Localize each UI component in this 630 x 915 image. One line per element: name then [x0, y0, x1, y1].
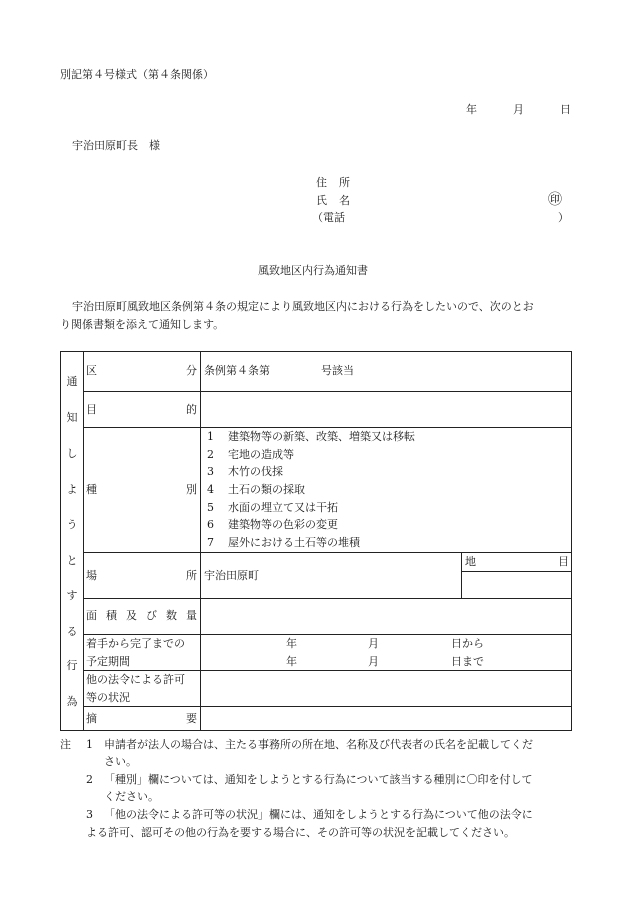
date-month-label: 月: [513, 103, 524, 116]
period-end-day: 日まで: [451, 655, 484, 668]
side-label-char: う: [66, 518, 78, 531]
type-item[interactable]: 4 土石の類の採取: [207, 483, 305, 496]
other-permit-label-line2: 等の状況: [86, 691, 130, 704]
period-label-line1: 着手から完了までの: [86, 637, 185, 650]
purpose-label: 目 的: [86, 403, 197, 416]
summary-label: 摘 要: [86, 712, 197, 725]
note-number: 1: [86, 738, 93, 751]
phone-close: ）: [558, 211, 569, 224]
recipient: 宇治田原町長 様: [72, 139, 160, 152]
location-label: 場 所: [86, 569, 197, 582]
side-label-char: 通: [66, 375, 78, 388]
side-label-char: 知: [66, 411, 78, 424]
location-value[interactable]: 宇治田原町: [204, 569, 259, 582]
classification-suffix: 号該当: [321, 364, 354, 377]
side-label-char: し: [66, 447, 78, 460]
classification-label: 区 分: [86, 364, 197, 377]
address-label: 住 所: [316, 176, 350, 189]
type-item[interactable]: 7 屋外における土石等の堆積: [207, 536, 360, 549]
date-day-label: 日: [560, 103, 571, 116]
type-item[interactable]: 6 建築物等の色彩の変更: [207, 518, 338, 531]
chimoku-label: 地 目: [465, 555, 569, 568]
note-line: 「他の法令による許可等の状況」欄には、通知をしようとする行為について他の法令に: [104, 808, 533, 821]
note-line: 「種別」欄については、通知をしようとする行為について該当する種別に〇印を付して: [104, 773, 533, 786]
name-label: 氏 名: [316, 194, 350, 207]
phone-label: （電話: [312, 211, 345, 224]
notes-mark: 注: [60, 738, 71, 751]
period-end-year: 年: [286, 655, 297, 668]
type-item[interactable]: 2 宅地の造成等: [207, 448, 294, 461]
seal-mark: ㊞: [548, 192, 562, 208]
side-label-char: 為: [66, 695, 78, 708]
note-line: 申請者が法人の場合は、主たる事務所の所在地、名称及び代表者の氏名を記載してくだ: [104, 738, 533, 751]
area-label: 面 積 及 び 数 量: [86, 609, 197, 622]
period-end-month: 月: [368, 655, 379, 668]
side-label-char: る: [66, 625, 78, 638]
period-start-month: 月: [368, 637, 379, 650]
type-item[interactable]: 5 水面の埋立て又は干拓: [207, 501, 338, 514]
note-number: 2: [86, 773, 93, 786]
note-line: よる許可、認可その他の行為を要する場合に、その許可等の状況を記載してください。: [86, 826, 515, 839]
classification-prefix: 条例第４条第: [204, 364, 270, 377]
notification-form-table: [60, 351, 572, 731]
type-label: 種 別: [86, 483, 197, 496]
note-line: さい。: [104, 755, 137, 768]
side-label-char: と: [66, 554, 78, 567]
body-line-1: 宇治田原町風致地区条例第４条の規定により風致地区内における行為をしたいので、次のとお: [72, 300, 534, 313]
period-start-year: 年: [286, 637, 297, 650]
note-line: ください。: [104, 790, 159, 803]
type-item[interactable]: 1 建築物等の新築、改築、増築又は移転: [207, 430, 415, 443]
side-label-char: す: [66, 589, 78, 602]
form-number: 別記第４号様式（第４条関係）: [60, 68, 214, 81]
type-item[interactable]: 3 木竹の伐採: [207, 465, 283, 478]
document-title: 風致地区内行為通知書: [258, 264, 368, 277]
date-year-label: 年: [466, 103, 477, 116]
period-start-day: 日から: [451, 637, 484, 650]
period-label-line2: 予定期間: [86, 655, 130, 668]
side-label-char: よ: [66, 483, 78, 496]
other-permit-label-line1: 他の法令による許可: [86, 673, 185, 686]
side-label-char: 行: [66, 659, 78, 672]
body-line-2: り関係書類を添えて通知します。: [60, 318, 225, 331]
note-number: 3: [86, 808, 93, 821]
